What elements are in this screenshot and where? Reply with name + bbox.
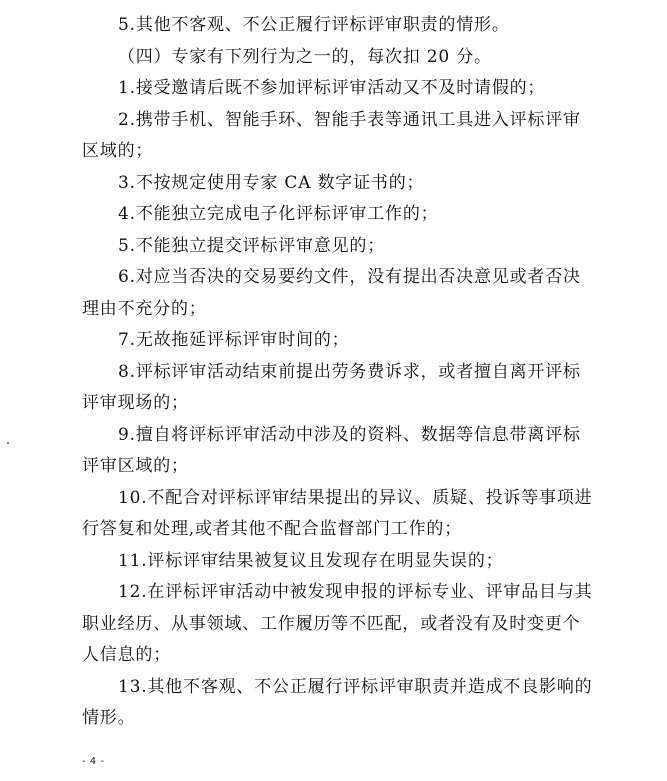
document-body <box>82 10 592 735</box>
text-line: 6.对应当否决的交易要约文件，没有提出否决意见或者否决 <box>118 267 581 287</box>
text-line: 评审现场的； <box>82 393 189 413</box>
text-line: 2.携带手机、智能手环、智能手表等通讯工具进入评标评审 <box>118 109 581 130</box>
text-line: 13.其他不客观、不公正履行评标评审职责并造成不良影响的 <box>118 676 593 697</box>
text-line: 8.评标评审活动结束前提出劳务费诉求，或者擅自离开评标 <box>118 361 581 382</box>
text-line: 区域的； <box>82 141 154 161</box>
text-line: 9.擅自将评标评审活动中涉及的资料、数据等信息带离评标 <box>118 424 581 445</box>
text-line: 11.评标评审结果被复议且发现存在明显失误的； <box>118 550 504 571</box>
text-line: 评审区域的； <box>82 456 189 476</box>
section-heading: （四）专家有下列行为之一的，每次扣 20 分。 <box>118 46 492 67</box>
text-line: 职业经历、从事领域、工作履历等不匹配，或者没有及时变更个 <box>82 613 581 634</box>
text-line: 3.不按规定使用专家 CA 数字证书的； <box>118 172 425 193</box>
text-line: 人信息的； <box>82 645 171 665</box>
text-line: 10.不配合对评标评审结果提出的异议、质疑、投诉等事项进 <box>118 487 593 508</box>
text-line: 4.不能独立完成电子化评标评审工作的； <box>118 204 439 224</box>
text-line: 1.接受邀请后既不参加评标评审活动又不及时请假的； <box>118 78 546 98</box>
page-number: - 4 - <box>82 756 105 767</box>
text-line: 5.不能独立提交评标评审意见的； <box>118 235 386 256</box>
text-line: 理由不充分的； <box>82 298 207 319</box>
text-line: 情形。 <box>82 708 136 728</box>
scan-dot-mark <box>7 442 9 444</box>
text-line: 7.无故拖延评标评审时间的； <box>118 330 350 350</box>
text-line: 12.在评标评审活动中被发现申报的评标专业、评审品目与其 <box>118 582 593 602</box>
text-line: 5.其他不客观、不公正履行评标评审职责的情形。 <box>118 15 510 35</box>
text-line: 行答复和处理,或者其他不配合监督部门工作的； <box>82 519 463 539</box>
